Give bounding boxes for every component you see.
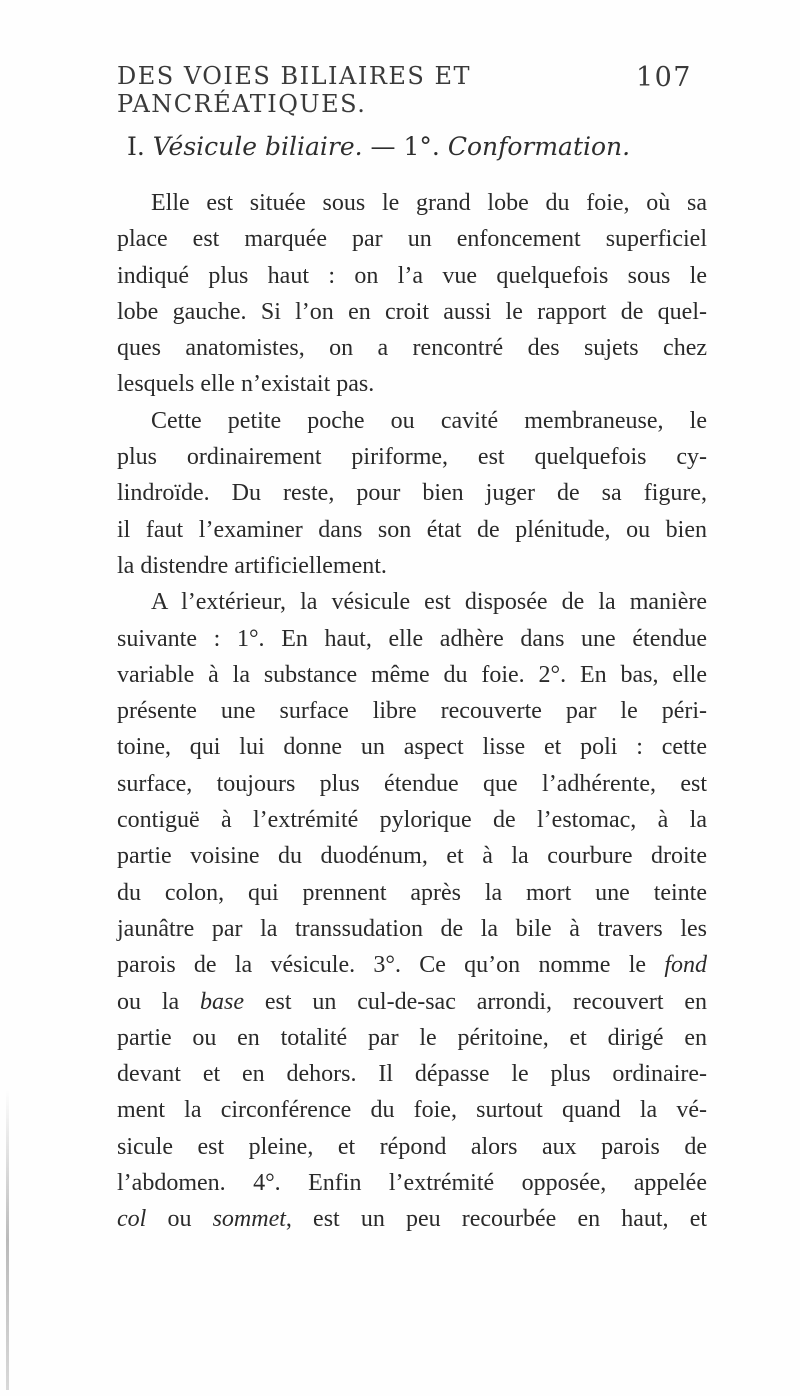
text-line: A l’extérieur, la vésicule est disposée de la manière <box>151 589 707 616</box>
text-line: place est marquée par un enfoncement superficiel <box>117 226 707 253</box>
text-line: surface, toujours plus étendue que l’adhérente, est <box>117 770 707 797</box>
text-line: l’abdomen. 4°. Enfin l’extrémité opposée, appelée <box>117 1170 707 1197</box>
running-head <box>117 62 692 118</box>
text-line: variable à la substance même du foie. 2°. En bas, elle <box>117 661 707 688</box>
text-line: indiqué plus haut : on l’a vue quelquefois sous le <box>117 262 707 289</box>
page-number: 107 <box>635 62 692 93</box>
text-line: partie ou en totalité par le péritoine, et dirigé en <box>117 1024 707 1051</box>
text-line <box>117 947 707 983</box>
text-fragment: est un cul-de-sac arrondi, recouvert en <box>244 988 707 1015</box>
italic-term: sommet <box>212 1206 286 1233</box>
text-line: plus ordinairement piriforme, est quelquefois cy- <box>117 444 707 471</box>
italic-term: base <box>200 988 245 1015</box>
section-topic: Conformation. <box>447 132 631 161</box>
text-line: Elle est située sous le grand lobe du foie, où sa <box>151 190 707 216</box>
text-line: jaunâtre par la transsudation de la bile à travers les <box>117 915 707 942</box>
section-separator: — 1°. <box>370 132 440 161</box>
text-line: suivante : 1°. En haut, elle adhère dans une étendue <box>117 625 707 652</box>
text-line: lesquels elle n’existait pas. <box>117 371 375 398</box>
text-line: ques anatomistes, on a rencontré des sujets chez <box>117 335 707 362</box>
text-fragment: ou <box>146 1206 213 1233</box>
italic-term: col <box>117 1206 147 1233</box>
text-line <box>117 1201 707 1237</box>
text-line: sicule est pleine, et répond alors aux parois de <box>117 1133 707 1160</box>
text-line: présente une surface libre recouverte par le péri- <box>117 698 707 725</box>
text-fragment: parois de la vésicule. 3°. Ce qu’on nomme le <box>117 952 665 979</box>
text-line: contiguë à l’extrémité pylorique de l’estomac, à la <box>117 807 707 834</box>
text-fragment: ou la <box>117 988 201 1015</box>
text-line: Cette petite poche ou cavité membraneuse, le <box>151 407 707 434</box>
text-fragment: , est un peu recourbée en haut, et <box>285 1206 708 1233</box>
text-line: la distendre artificiellement. <box>117 552 387 579</box>
text-line: du colon, qui prennent après la mort une teinte <box>117 879 707 906</box>
page-edge-shadow <box>6 1090 9 1390</box>
body-text <box>117 185 707 1238</box>
section-heading <box>127 132 630 161</box>
text-line: lindroïde. Du reste, pour bien juger de sa figure, <box>117 480 707 507</box>
running-head-title: DES VOIES BILIAIRES ET PANCRÉATIQUES. <box>117 62 472 118</box>
section-subject: Vésicule biliaire. <box>152 132 363 161</box>
text-line: ment la circonférence du foie, surtout quand la vé- <box>117 1097 707 1124</box>
text-line: toine, qui lui donne un aspect lisse et poli : cette <box>117 734 707 761</box>
text-line: il faut l’examiner dans son état de plénitude, ou bien <box>117 516 707 543</box>
italic-term: fond <box>664 952 707 979</box>
text-line: partie voisine du duodénum, et à la courbure droite <box>117 843 707 870</box>
section-number: I. <box>127 132 145 161</box>
text-line: devant et en dehors. Il dépasse le plus ordinaire- <box>117 1061 707 1088</box>
text-line: lobe gauche. Si l’on en croit aussi le rapport de quel- <box>117 298 707 325</box>
text-line <box>117 984 707 1020</box>
